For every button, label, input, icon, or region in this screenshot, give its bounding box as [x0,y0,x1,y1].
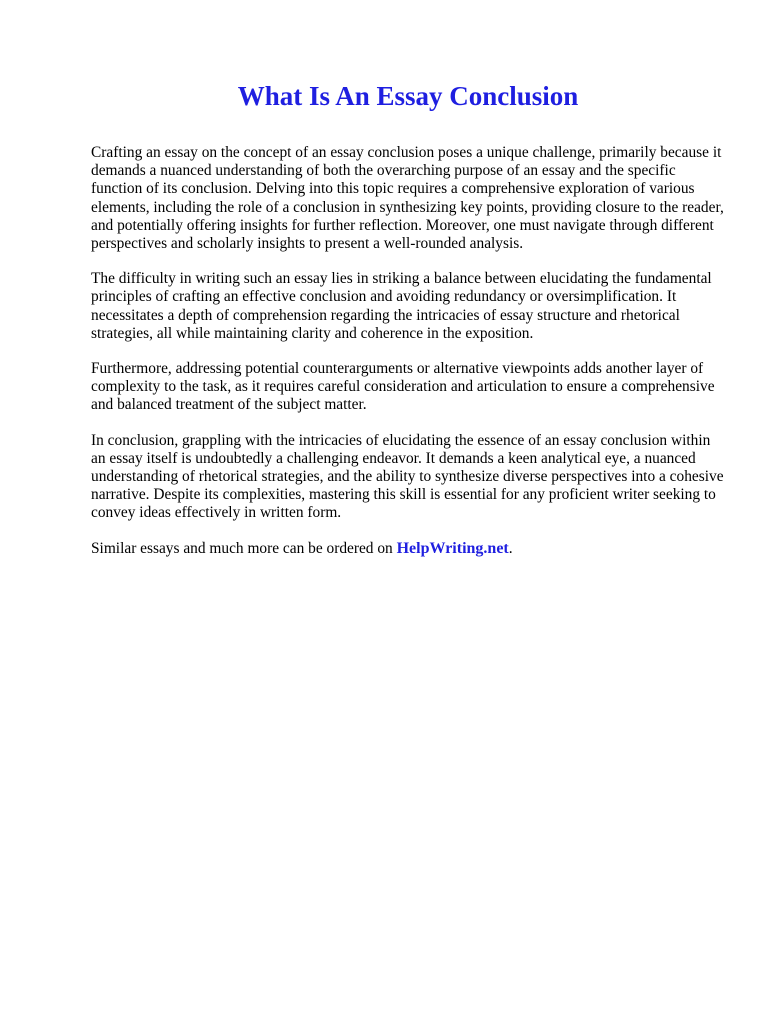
paragraph-4: In conclusion, grappling with the intricacies of elucidating the essence of an essay conclusion within an essay itself is undoubtedly a challenging endeavor. It demands a keen analytical eye, a nuanced understanding of rhetorical strategies, and the ability to synthesize diverse perspectives into a cohesive narrative. Despite its complexities, mastering this skill is essential for any proficient writer seeking to convey ideas effectively in written form. [91,431,724,522]
footer-suffix: . [508,539,513,557]
page-title: What Is An Essay Conclusion [237,81,579,111]
paragraph-2: The difficulty in writing such an essay lies in striking a balance between elucidating the fundamental principles of crafting an effective conclusion and avoiding redundancy or oversimplification. It necessitates a depth of comprehension regarding the intricacies of essay structure and rhetorical strategies, all while maintaining clarity and coherence in the exposition. [91,270,712,342]
paragraph-3: Furthermore, addressing potential counterarguments or alternative viewpoints adds another layer of complexity to the task, as it requires careful consideration and articulation to ensure a comprehensive and balanced treatment of the subject matter. [91,360,715,414]
document-body [91,144,727,575]
paragraph-1: Crafting an essay on the concept of an essay conclusion poses a unique challenge, primarily because it demands a nuanced understanding of both the overarching purpose of an essay and the specific function of its conclusion. Delving into this topic requires a comprehensive exploration of various elements, including the role of a conclusion in synthesizing key points, providing closure to the reader, and potentially offering insights for further reflection. Moreover, one must navigate through different perspectives and scholarly insights to present a well-rounded analysis. [91,144,724,253]
footer-prefix: Similar essays and much more can be ordered on [91,539,397,557]
footer-line [91,540,727,558]
helpwriting-link[interactable]: HelpWriting.net [396,539,509,557]
